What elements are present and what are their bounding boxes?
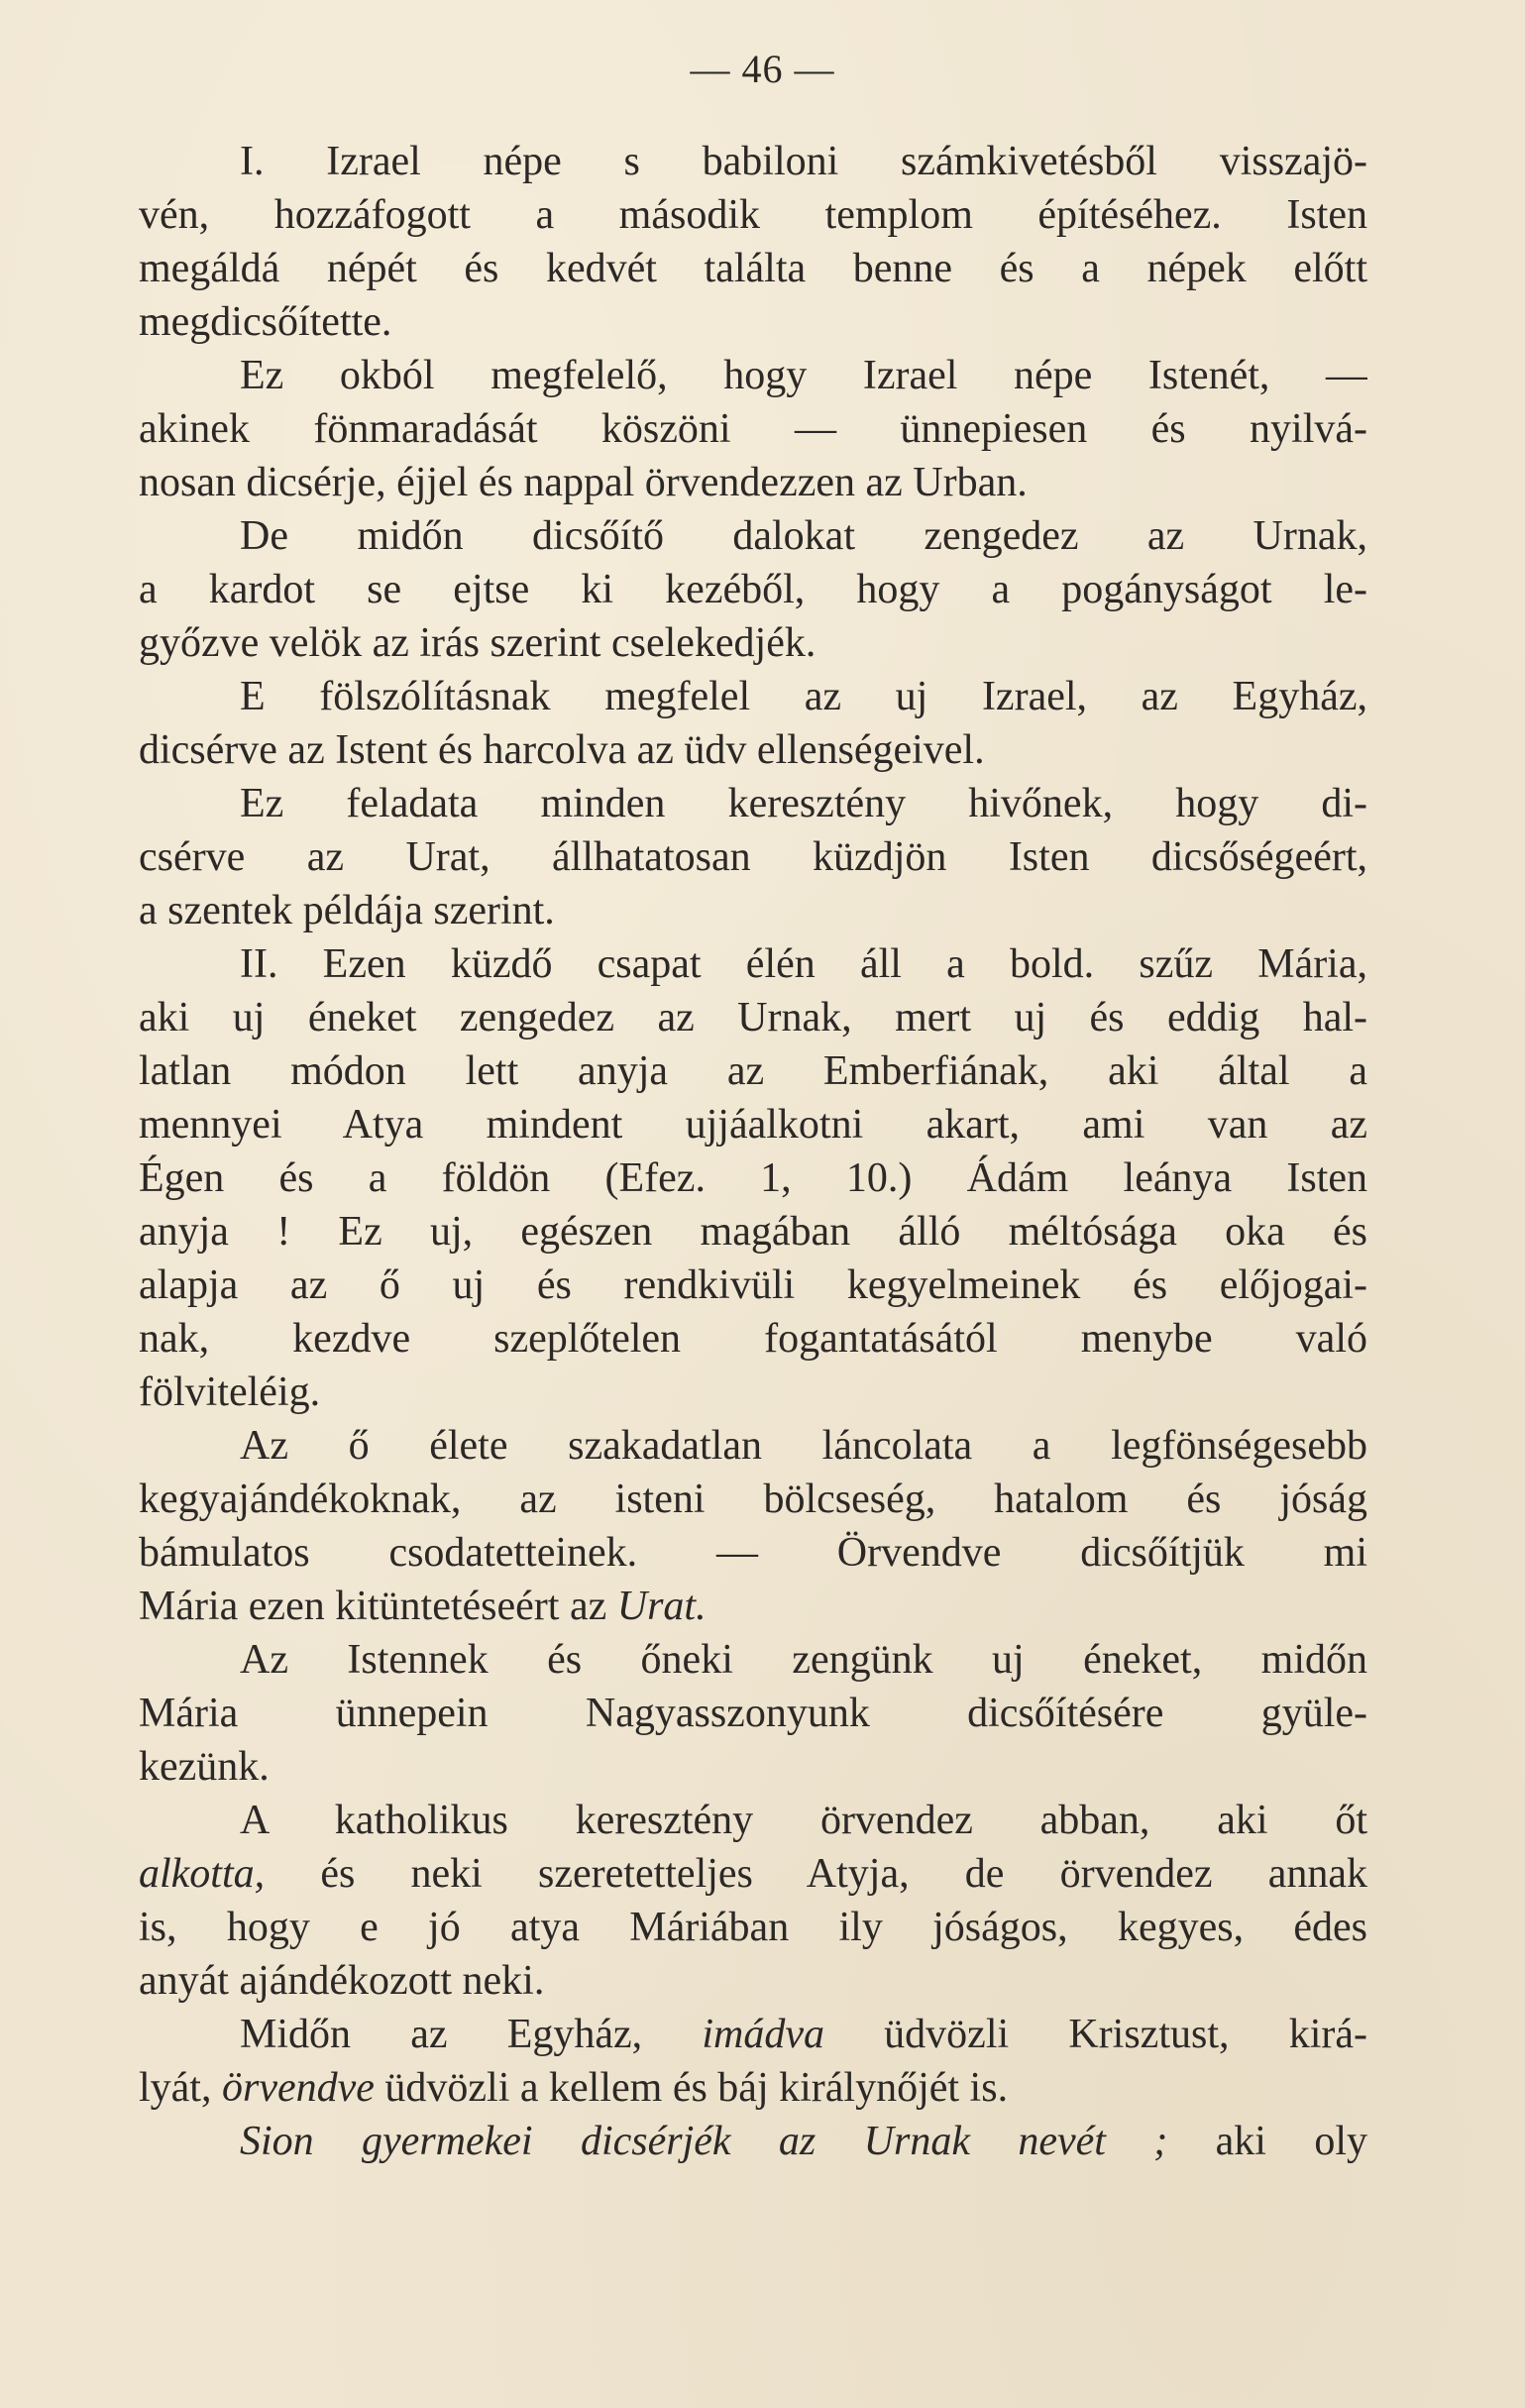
text-segment: üdvözli Krisztust, kirá- (823, 2012, 1367, 2057)
text-line (139, 1151, 1367, 1205)
text-line (139, 884, 1367, 937)
text-line (139, 402, 1367, 456)
text-segment: E fölszólításnak megfelel az uj Izrael, az Egyház, (240, 674, 1367, 719)
text-segment: kegyajándékoknak, az isteni bölcseség, hatalom és jóság (139, 1477, 1367, 1522)
text-segment: II. Ezen küzdő csapat élén áll a bold. szűz Mária, (240, 941, 1367, 987)
text-segment: akinek fönmaradását köszöni — ünnepiesen és nyilvá- (139, 406, 1367, 452)
text-segment: anyja ! Ez uj, egészen magában álló méltósága oka és (139, 1209, 1367, 1255)
text-segment: Midőn az Egyház, (240, 2012, 703, 2057)
text-line (139, 2008, 1367, 2061)
text-segment: Mária ezen kitüntetéseért az (139, 1584, 617, 1629)
text-line (139, 616, 1367, 670)
text-line (139, 1259, 1367, 1312)
text-line (139, 830, 1367, 884)
text-line (139, 1794, 1367, 1847)
text-segment: Ez okból megfelelő, hogy Izrael népe Istenét, — (240, 353, 1367, 398)
text-line (139, 1847, 1367, 1901)
text-segment: kezünk. (139, 1744, 270, 1790)
text-line (139, 295, 1367, 349)
text-line (139, 509, 1367, 563)
text-segment: győzve velök az irás szerint cselekedjék. (139, 620, 817, 666)
text-line (139, 1419, 1367, 1473)
text-line (139, 1526, 1367, 1580)
text-line (139, 1633, 1367, 1687)
text-segment: Az ő élete szakadatlan láncolata a legfönségesebb (240, 1423, 1367, 1469)
text-line (139, 937, 1367, 991)
text-line (139, 777, 1367, 830)
text-segment: vén, hozzáfogott a második templom építéséhez. Isten (139, 192, 1367, 238)
italic-text: alkotta, (139, 1851, 266, 1897)
text-line (139, 242, 1367, 295)
text-segment: latlan módon lett anyja az Emberfiának, aki által a (139, 1048, 1367, 1094)
text-line (139, 1473, 1367, 1526)
text-segment: és neki szeretetteljes Atyja, de örvendez annak (265, 1851, 1367, 1897)
text-segment: nak, kezdve szeplőtelen fogantatásától menybe való (139, 1316, 1367, 1362)
text-segment: De midőn dicsőítő dalokat zengedez az Urnak, (240, 513, 1367, 559)
italic-text: Urat. (616, 1584, 707, 1629)
text-segment: I. Izrael népe s babiloni számkivetésből visszajö- (240, 139, 1367, 184)
text-segment: dicsérve az Istent és harcolva az üdv ellenségeivel. (139, 727, 985, 773)
text-line (139, 188, 1367, 242)
text-line (139, 1312, 1367, 1366)
text-segment: a szentek példája szerint. (139, 888, 555, 933)
text-line (139, 349, 1367, 402)
text-segment: lyát, (139, 2065, 222, 2111)
page-number: — 46 — (690, 47, 835, 91)
text-line (139, 1366, 1367, 1419)
text-line (139, 2115, 1367, 2168)
text-segment: A katholikus keresztény örvendez abban, aki őt (240, 1798, 1367, 1843)
text-line (139, 723, 1367, 777)
text-segment: aki oly (1167, 2119, 1367, 2164)
text-segment: üdvözli a kellem és báj királynőjét is. (374, 2065, 1009, 2111)
text-segment: csérve az Urat, állhatatosan küzdjön Isten dicsőségeért, (139, 834, 1367, 880)
text-line (139, 1901, 1367, 1954)
italic-text: örvendve (221, 2065, 375, 2111)
text-segment: mennyei Atya mindent ujjáalkotni akart, ami van az (139, 1102, 1367, 1148)
text-segment: is, hogy e jó atya Máriában ily jóságos, kegyes, édes (139, 1905, 1367, 1950)
text-segment: Az Istennek és őneki zengünk uj éneket, midőn (240, 1637, 1367, 1683)
text-segment: megáldá népét és kedvét találta benne és a népek előtt (139, 246, 1367, 291)
text-segment: megdicsőítette. (139, 299, 392, 345)
text-line (139, 670, 1367, 723)
text-line (139, 991, 1367, 1044)
text-line (139, 1580, 1367, 1633)
italic-text: Sion gyermekei dicsérjék az Urnak nevét ; (240, 2119, 1168, 2164)
text-line (139, 2061, 1367, 2115)
text-line (139, 1740, 1367, 1794)
text-segment: bámulatos csodatetteinek. — Örvendve dicsőítjük mi (139, 1530, 1367, 1576)
italic-text: imádva (702, 2012, 824, 2057)
text-segment: fölviteléig. (139, 1369, 321, 1415)
text-line (139, 1954, 1367, 2008)
text-line (139, 456, 1367, 509)
text-line (139, 1098, 1367, 1151)
text-line (139, 1205, 1367, 1259)
text-segment: nosan dicsérje, éjjel és nappal örvendezzen az Urban. (139, 460, 1028, 505)
text-segment: Égen és a földön (Efez. 1, 10.) Ádám leánya Isten (139, 1155, 1367, 1201)
text-segment: Mária ünnepein Nagyasszonyunk dicsőítésére gyüle- (139, 1691, 1367, 1736)
text-segment: a kardot se ejtse ki kezéből, hogy a pogányságot le- (139, 567, 1367, 612)
text-segment: aki uj éneket zengedez az Urnak, mert uj és eddig hal- (139, 995, 1367, 1040)
body-text (139, 135, 1367, 2168)
text-segment: anyát ajándékozott neki. (139, 1958, 545, 2004)
text-line (139, 1687, 1367, 1740)
text-line (139, 135, 1367, 188)
text-segment: alapja az ő uj és rendkivüli kegyelmeinek és előjogai- (139, 1262, 1367, 1308)
text-line (139, 563, 1367, 616)
text-segment: Ez feladata minden keresztény hivőnek, hogy di- (240, 781, 1367, 826)
text-line (139, 1044, 1367, 1098)
